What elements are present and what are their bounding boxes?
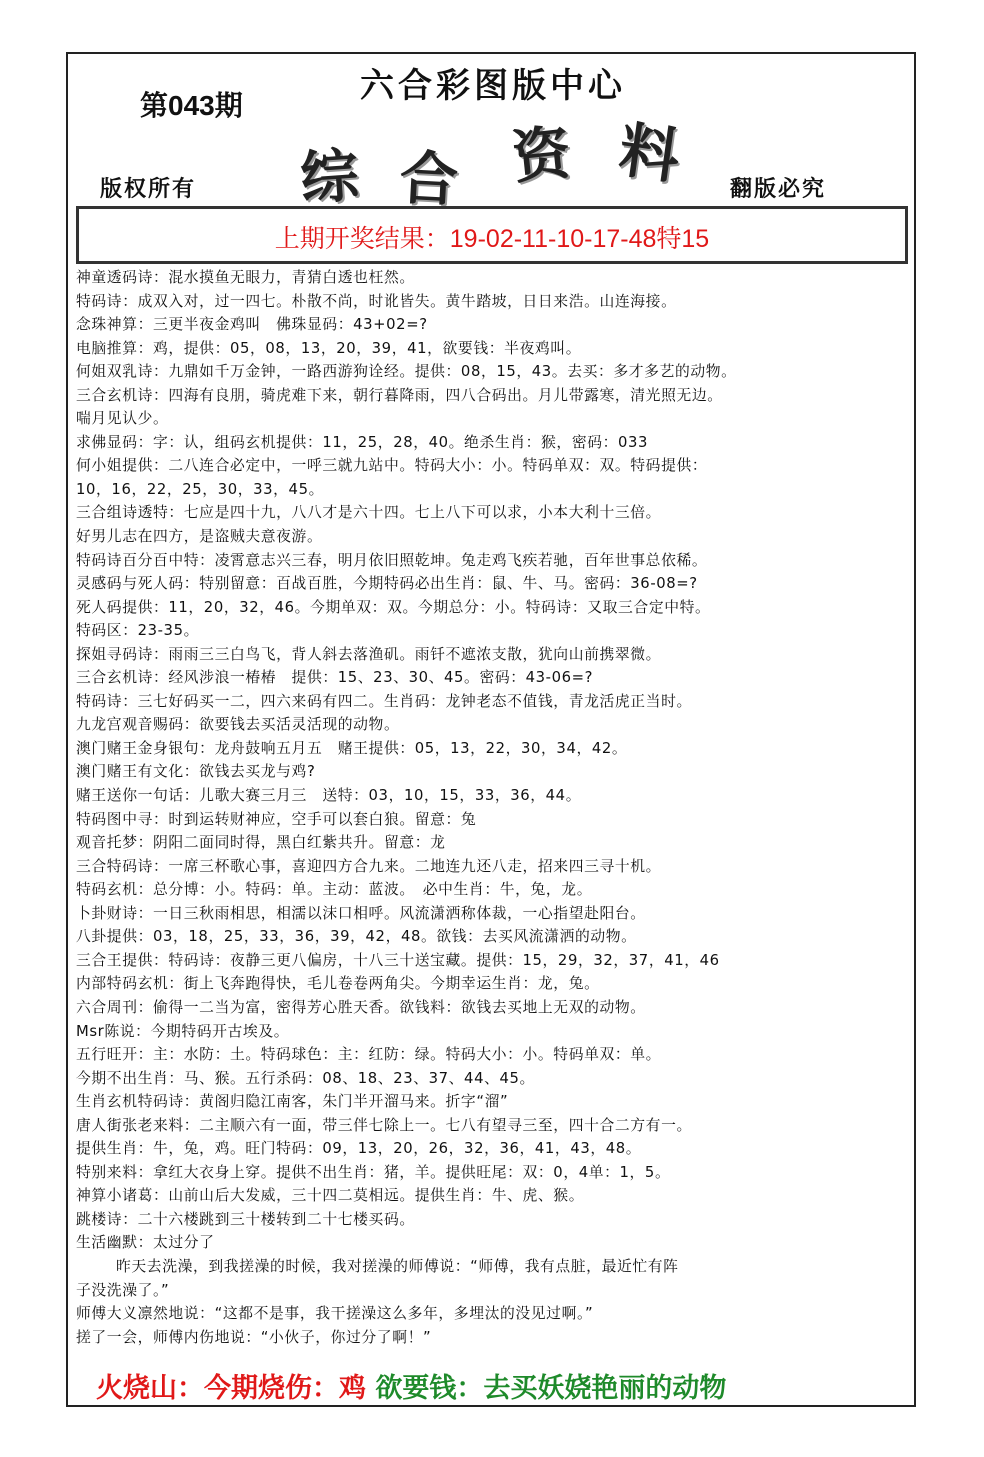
text-line: 师傅大义凛然地说：“这都不是事，我干搓澡这么多年，多埋汰的没见过啊。” [76, 1305, 594, 1323]
main-title [298, 112, 720, 215]
text-line: 生活幽默：太过分了 [76, 1234, 215, 1252]
main-title-char: 料 [614, 115, 684, 193]
last-result-text: 上期开奖结果：19-02-11-10-17-48特15 [274, 225, 710, 253]
last-result-box [76, 206, 908, 264]
text-line: 六合周刊：偷得一二当为富，密得芳心胜天香。欲钱料：欲钱去买地上无双的动物。 [76, 998, 646, 1016]
text-line: 三合玄机诗：经风涉浪一椿椿 提供：15、23、30、45。密码：43-06=? [76, 669, 594, 687]
text-line: 特码玄机：总分博：小。特码：单。主动：蓝波。 必中生肖：牛，兔，龙。 [76, 881, 593, 899]
text-line: 提供生肖：牛，兔，鸡。旺门特码：09，13，20，26，32，36，41，43，48。 [76, 1140, 642, 1158]
text-line: 特码区：23-35。 [76, 622, 199, 640]
content-body [76, 266, 906, 1349]
copyright-notice: 版权所有 [100, 176, 197, 202]
main-title-char: 综 [298, 141, 361, 213]
text-line: 五行旺开：主：水防：土。特码球色：主：红防：绿。特码大小：小。特码单双：单。 [76, 1046, 662, 1064]
text-line: 观音托梦：阴阳二面同时得，黑白红紫共升。留意：龙 [76, 834, 446, 852]
text-line: 特码诗：三七好码买一二，四六来码有四二。生肖码：龙钟老态不值钱，青龙活虎正当时。 [76, 692, 692, 710]
text-line: 特别来料：拿红大衣身上穿。提供不出生肖：猪，羊。提供旺尾：双：0，4单：1，5。 [76, 1163, 671, 1181]
text-line: 今期不出生肖：马、猴。五行杀码：08、18、23、37、44、45。 [76, 1069, 535, 1087]
text-line: 探姐寻码诗：雨雨三三白鸟飞，背人斜去落渔矶。雨钎不遮浓支散，犹向山前携翠微。 [76, 645, 662, 663]
text-line: 好男儿志在四方，是盗贼夫意夜游。 [76, 528, 323, 546]
text-line: 内部特码玄机：街上飞奔跑得快，毛儿卷卷两角尖。今期幸运生肖：龙，兔。 [76, 975, 600, 993]
text-line: 三合特码诗：一席三杯歌心事，喜迎四方合九来。二地连九还八走，招来四三寻十机。 [76, 857, 662, 875]
issue-number: 第043期 [140, 90, 243, 121]
text-line: 特码诗百分百中特：凌霄意志兴三春，明月依旧照乾坤。兔走鸡飞疾若驰，百年世事总依稀。 [76, 551, 708, 569]
text-line: 电脑推算：鸡，提供：05，08，13，20，39，41，欲要钱：半夜鸡叫。 [76, 339, 582, 357]
text-line: 跳楼诗：二十六楼跳到三十楼转到二十七楼买码。 [76, 1210, 415, 1228]
text-line: 何小姐提供：二八连合必定中，一呼三就九站中。特码大小：小。特码单双：双。特码提供： [76, 457, 708, 475]
text-line: 特码图中寻：时到运转财神应，空手可以套白狼。留意：兔 [76, 810, 477, 828]
text-line: 昨天去洗澡，到我搓澡的时候，我对搓澡的师傅说：“师傅，我有点脏，最近忙有阵 [116, 1257, 679, 1275]
text-line: 九龙宫观音赐码：欲要钱去买活灵活现的动物。 [76, 716, 400, 734]
text-line: 八卦提供：03，18，25，33，36，39，42，48。欲钱：去买风流潇洒的动物。 [76, 928, 637, 946]
footer-banner [96, 1366, 726, 1405]
main-title-char: 资 [509, 118, 574, 192]
text-line: 澳门赌王有文化：欲钱去买龙与鸡? [76, 763, 316, 781]
text-line: 搓了一会，师傅内伤地说：“小伙子，你过分了啊！” [76, 1328, 432, 1346]
main-title-char: 合 [397, 143, 460, 215]
footer-burn: 火烧山：今期烧伤：鸡 [96, 1373, 366, 1404]
text-line: 何姐双乳诗：九鼎如千万金钟，一路西游狗诠经。提供：08，15，43。去买：多才多艺的动物。 [76, 363, 737, 381]
text-line: 念珠神算：三更半夜金鸡叫 佛珠显码：43+02=? [76, 316, 428, 334]
text-line: 澳门赌王金身银句：龙舟鼓响五月五 赌王提供：05，13，22，30，34，42。 [76, 739, 628, 757]
text-line: 灵感码与死人码：特别留意：百战百胜，今期特码必出生肖：鼠、牛、马。密码：36-08=? [76, 575, 698, 593]
text-line: 三合组诗透特：七应是四十九，八八才是六十四。七上八下可以求，小本大利十三倍。 [76, 504, 662, 522]
text-line: 神算小诸葛：山前山后大发威，三十四二莫相远。提供生肖：牛、虎、猴。 [76, 1187, 585, 1205]
footer-hint: 欲要钱：去买妖娆艳丽的动物 [375, 1373, 727, 1404]
text-line: 卜卦财诗：一日三秋雨相思，相濡以沫口相呼。风流潇洒称体裁，一心指望赴阳台。 [76, 904, 646, 922]
text-line: 三合王提供：特码诗：夜静三更八偏房，十八三十送宝藏。提供：15，29，32，37，41，46 [76, 951, 720, 969]
text-line: 喘月见认少。 [76, 410, 169, 428]
text-line: 10，16，22，25，30，33，45。 [76, 480, 324, 498]
text-line: 唐人街张老来料：二主顺六有一面，带三伴七除上一。七八有望寻三至，四十合二方有一。 [76, 1116, 692, 1134]
text-line: 三合玄机诗：四海有良朋，骑虎难下来，朝行暮降雨，四八合码出。月儿带露寒，清光照无边。 [76, 386, 723, 404]
text-line: 神童透码诗：混水摸鱼无眼力，青猜白透也枉然。 [76, 269, 415, 286]
piracy-notice: 翻版必究 [730, 176, 827, 202]
text-line: 生肖玄机特码诗：黄阁归隐江南客，朱门半开溜马来。折字“溜” [76, 1093, 509, 1111]
text-line: 赌王送你一句话：儿歌大赛三月三 送特：03，10，15，33，36，44。 [76, 787, 582, 805]
text-line: Msr陈说：今期特码开古埃及。 [76, 1022, 290, 1040]
publisher-title: 六合彩图版中心 [360, 66, 626, 106]
text-line: 特码诗：成双入对，过一四七。朴散不尚，时讹皆失。黄牛踏坡，日日来浩。山连海接。 [76, 292, 677, 310]
text-line: 死人码提供：11，20，32，46。今期单双：双。今期总分：小。特码诗：又取三合定中特。 [76, 598, 711, 616]
text-line: 求佛显码：字：认，组码玄机提供：11，25，28，40。绝杀生肖：猴，密码：033 [76, 433, 649, 451]
text-line: 子没洗澡了。” [76, 1281, 170, 1299]
